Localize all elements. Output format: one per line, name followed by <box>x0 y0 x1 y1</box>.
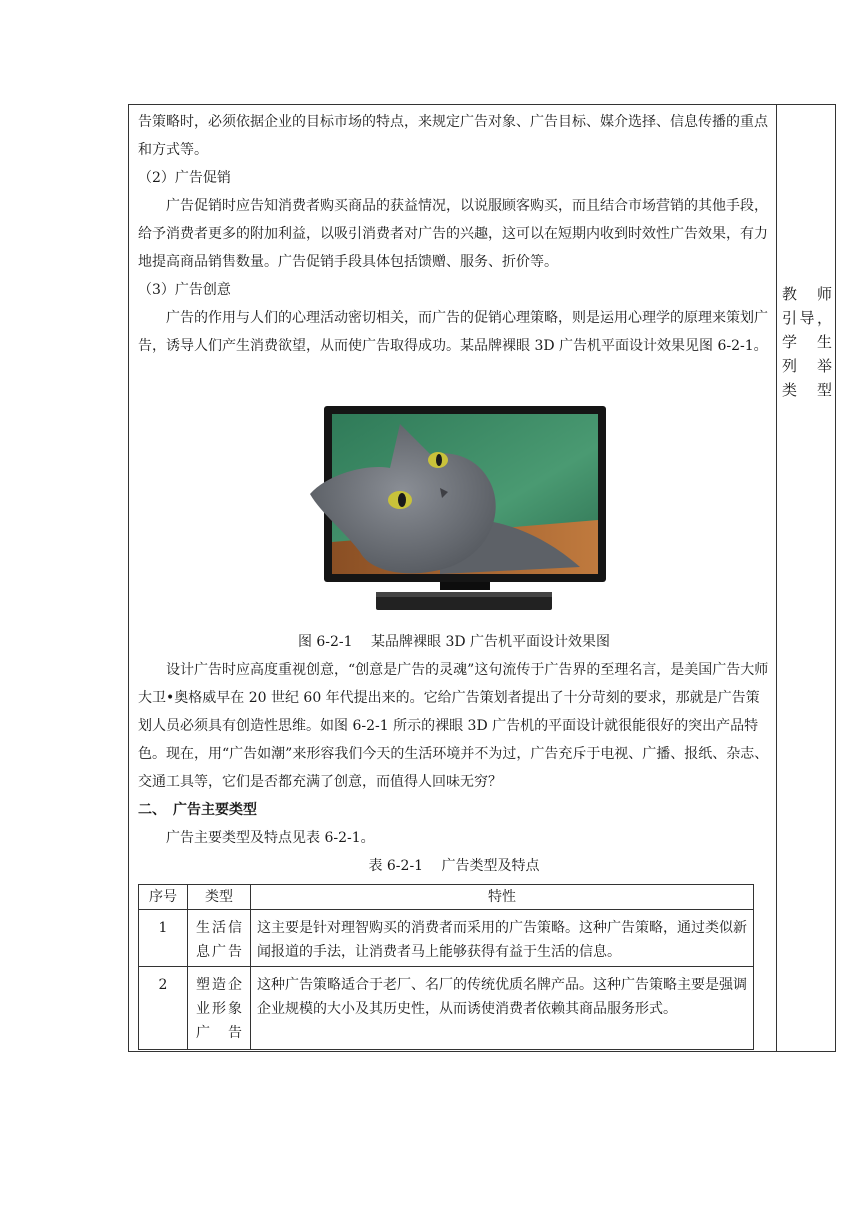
tv-3d-figure <box>290 402 610 616</box>
creative-paragraph: 设计广告时应高度重视创意，“创意是广告的灵魂”这句流传于广告界的至理名言，是美国广告大师大卫•奥格威早在 20 世纪 60 年代提出来的。它给广告策划者提出了十分苛刻的要求，那就是广告策划人员必须具有创造性思维。如图 6-2-1 所示的裸眼 3D 广告机的平面设计就很能很好的突出产品特色。现在，用“广告如潮”来形容我们今天的生活环境并不为过，广告充斥于电视、广播、报纸、杂志、交通工具等，它们是否都充满了创意，而值得人回味无穷？ <box>138 662 769 790</box>
side-note-line: 类型 <box>782 381 832 399</box>
section-2-title: （2）广告促销 <box>138 170 231 186</box>
cell-no: 2 <box>139 967 188 1050</box>
header-no: 序号 <box>139 885 188 910</box>
side-note-line: 引导， <box>782 309 832 327</box>
cell-no: 1 <box>139 910 188 967</box>
section-two-intro: 广告主要类型及特点见表 6-2-1。 <box>166 830 375 846</box>
cell-desc: 这种广告策略适合于老厂、名厂的传统优质名牌产品。这种广告策略主要是强调企业规模的大小及其历史性，从而诱使消费者依赖其商品服务形式。 <box>251 967 754 1050</box>
side-note-line: 列 举 <box>782 357 832 375</box>
cell-type: 塑造企业形象广告 <box>188 967 251 1050</box>
ad-types-table <box>138 884 754 1050</box>
cell-type: 生活信息广告 <box>188 910 251 967</box>
side-note-line: 教 师 <box>782 285 832 303</box>
section-3-title: （3）广告创意 <box>138 282 231 298</box>
creative-section <box>138 656 770 880</box>
header-type: 类型 <box>188 885 251 910</box>
side-note <box>782 282 832 402</box>
table-row <box>139 910 754 967</box>
table-caption: 表 6-2-1 广告类型及特点 <box>368 858 540 874</box>
intro-paragraph: 告策略时，必须依据企业的目标市场的特点，来规定广告对象、广告目标、媒介选择、信息传播的重点和方式等。 <box>138 114 768 158</box>
column-divider <box>776 104 777 1052</box>
tv-stand-neck <box>440 582 490 590</box>
main-content <box>138 108 770 360</box>
section-2-body: 广告促销时应告知消费者购买商品的获益情况，以说服顾客购买，而且结合市场营销的其他手段，给予消费者更多的附加利益，以吸引消费者对广告的兴趣，这可以在短期内收到时效性广告效果，有力地提高商品销售数量。广告促销手段具体包括馈赠、服务、折价等。 <box>138 198 768 270</box>
section-two-title: 二、 广告主要类型 <box>138 802 257 818</box>
table-header-row <box>139 885 754 910</box>
header-desc: 特性 <box>251 885 754 910</box>
table-row <box>139 967 754 1050</box>
figure-caption: 图 6-2-1 某品牌裸眼 3D 广告机平面设计效果图 <box>297 634 611 650</box>
side-note-line: 学 生 <box>782 333 832 351</box>
section-3-body: 广告的作用与人们的心理活动密切相关，而广告的促销心理策略，则是运用心理学的原理来策划广告，诱导人们产生消费欲望，从而使广告取得成功。某品牌裸眼 3D 广告机平面设计效果见图 6-2-1。 <box>138 310 768 354</box>
cell-desc: 这主要是针对理智购买的消费者而采用的广告策略。这种广告策略，通过类似新闻报道的手法，让消费者马上能够获得有益于生活的信息。 <box>251 910 754 967</box>
